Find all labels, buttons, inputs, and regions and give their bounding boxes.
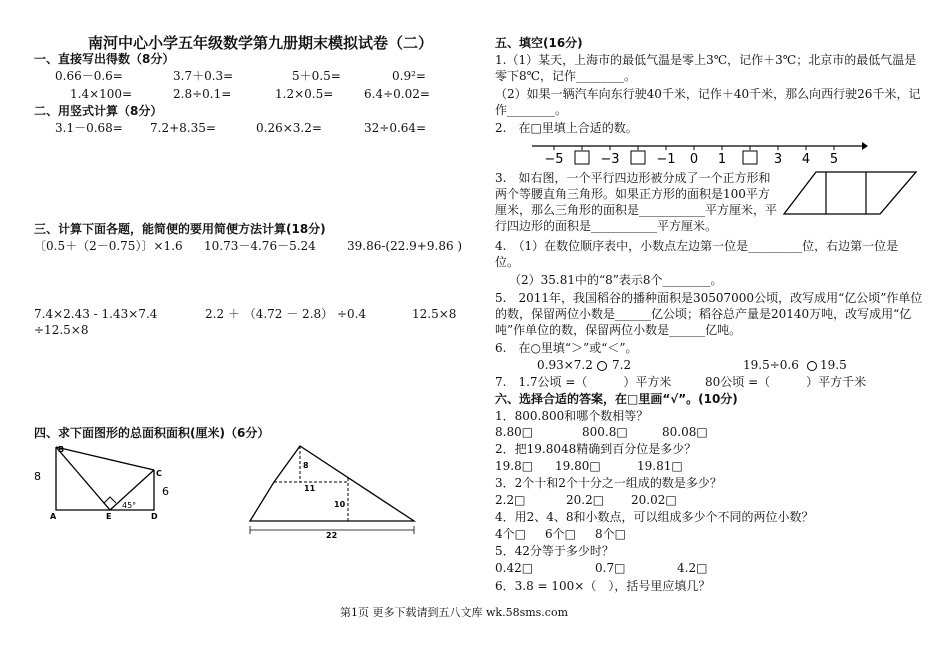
fig1-label: E [106,512,112,520]
answer-box[interactable] [631,151,645,164]
tick-label: 1 [717,152,727,167]
s6-option[interactable]: 0.42□ [495,561,534,575]
s5-text: 6. 在○里填“＞”或“＜”。 [495,341,638,355]
s6-option[interactable]: 19.8□ [495,459,534,473]
s5-text: 的数，保留两位小数是______亿公顷；稻谷总产量是20140万吨，改写成用“亿 [495,307,912,321]
s5-text: 2. 在□里填上合适的数。 [495,121,638,135]
s6-option[interactable]: 20.02□ [631,493,677,507]
s5-text: 4. （1）在数位顺序表中，小数点左边第一位是_________位，右边第一位是 [495,239,899,253]
s3-item: 12.5×8 [412,307,457,321]
fig1-label: A [50,512,57,520]
s3-item: 2.2 ＋ （4.72 － 2.8） ÷0.4 [205,307,367,321]
s5-text: 位。 [495,255,520,269]
s1-item: 5＋0.5= [292,69,341,83]
tick-label: 0 [689,152,699,167]
s5-text: 两个等腰直角三角形。如果正方形的面积是100平方 [495,187,770,201]
s5-text: 零下8℃，记作________。 [495,69,637,83]
s6-option[interactable]: 19.81□ [637,459,683,473]
s2-item: 7.2+8.35= [150,121,216,135]
s1-item: 1.2×0.5= [275,87,334,101]
s6-option[interactable]: 8.80□ [495,425,534,439]
s1-item: 0.66－0.6= [55,69,123,83]
tick-label: −5 [544,152,564,167]
s5-text: （2）35.81中的“8”表示8个________。 [509,273,723,287]
s2-item: 32÷0.64= [364,121,427,135]
s5-text: （2）如果一辆汽车向东行驶40千米，记作＋40千米，那么向西行驶26千米，记 [495,87,921,101]
figure-trapezoid [30,440,180,520]
compare-left: 0.93×7.2 [537,358,593,372]
s5-text: 作________。 [495,103,568,117]
s1-item: 6.4÷0.02= [364,87,430,101]
s5-text: 80公顷 =（ ）平方千米 [705,375,867,389]
compare-right: 19.5 [820,358,847,372]
s3-item: ÷12.5×8 [34,323,89,337]
s5-text: 3. 如右图，一个平行四边形被分成了一个正方形和 [495,171,771,185]
fig2-label: 11 [304,484,316,493]
s6-question: 2．把19.8048精确到百分位是多少？ [495,442,697,456]
s1-item: 1.4×100= [70,87,133,101]
s6-option[interactable]: 4个□ [495,527,526,541]
page-footer: 第1页 更多下载请到五八文库 wk.58sms.com [340,606,568,619]
parallelogram-figure [780,168,920,218]
compare-circle[interactable] [807,361,817,371]
s2-item: 3.1－0.68= [55,121,123,135]
s3-item: 39.86-(22.9+9.86 ) [347,239,463,253]
fig1-label: D [151,512,158,520]
compare-left: 19.5÷0.6 [743,358,799,372]
tick-label: 3 [773,152,783,167]
s6-question: 3．2个十和2个十分之一组成的数是多少？ [495,476,722,490]
fig2-label: 8 [303,461,309,470]
s6-question: 4．用2、4、8和小数点，可以组成多少个不同的两位小数？ [495,510,814,524]
section-3-heading: 三、计算下面各题，能简便的要用简便方法计算(18分) [34,222,326,236]
s5-text: 1.（1）某天，上海市的最低气温是零上3℃，记作＋3℃；北京市的最低气温是 [495,53,917,67]
s5-text: 7. 1.7公顷 =（ ）平方米 [495,375,672,389]
fig1-label: B [58,445,65,454]
section-5-heading: 五、填空(16分) [495,36,583,50]
fig1-label: 8 [34,470,41,483]
figure-composite [244,440,424,540]
s3-item: 7.4×2.43 - 1.43×7.4 [34,307,158,321]
s1-item: 3.7＋0.3= [173,69,234,83]
section-4-heading: 四、求下面图形的总面积面积(厘米)（6分） [34,426,270,440]
s5-text: 厘米，那么三角形的面积是___________平方厘米，平 [495,203,778,217]
s5-text: 5. 2011年，我国稻谷的播种面积是30507000公顷，改写成用“亿公顷”作单位 [495,291,923,305]
section-2-heading: 二、用竖式计算（8分） [34,104,163,118]
page-title: 南河中心小学五年级数学第九册期末模拟试卷（二） [88,34,434,52]
answer-box[interactable] [743,151,757,164]
number-line [528,136,868,168]
fig1-label: C [156,469,162,478]
s5-text: 吨”作单位的数，保留两位小数是______亿吨。 [495,323,742,337]
s1-item: 0.9²= [392,69,426,83]
s6-option[interactable]: 20.2□ [566,493,605,507]
s6-option[interactable]: 800.8□ [582,425,628,439]
fig1-label: 45° [122,501,137,510]
s2-item: 0.26×3.2= [256,121,322,135]
s6-option[interactable]: 4.2□ [677,561,708,575]
s1-item: 2.8÷0.1= [173,87,232,101]
s6-option[interactable]: 6个□ [545,527,576,541]
tick-label: −1 [656,152,676,167]
tick-label: −3 [600,152,620,167]
s6-question: 5．42分等于多少时？ [495,544,614,558]
s6-option[interactable]: 19.80□ [555,459,601,473]
s6-question: 1．800.800和哪个数相等？ [495,409,649,423]
tick-label: 4 [801,152,811,167]
s6-question: 6．3.8 = 100×（ ），括号里应填几？ [495,579,711,593]
s3-item: 〔0.5＋（2－0.75）〕×1.6 [34,239,183,253]
s6-option[interactable]: 80.08□ [662,425,708,439]
tick-label: 5 [829,152,839,167]
section-1-heading: 一、直接写出得数（8分） [34,52,175,66]
answer-box[interactable] [575,151,589,164]
s6-option[interactable]: 2.2□ [495,493,526,507]
fig1-label: 6 [162,485,169,498]
compare-circle[interactable] [597,361,607,371]
s5-text: 行四边形的面积是___________平方厘米。 [495,219,718,233]
fig2-label: 10 [334,500,346,509]
s6-option[interactable]: 8个□ [595,527,626,541]
fig2-label: 22 [326,531,338,540]
compare-right: 7.2 [612,358,632,372]
section-6-heading: 六、选择合适的答案，在□里画“√”。(10分) [495,392,738,406]
s3-item: 10.73－4.76－5.24 [204,239,316,253]
s6-option[interactable]: 0.7□ [595,561,626,575]
